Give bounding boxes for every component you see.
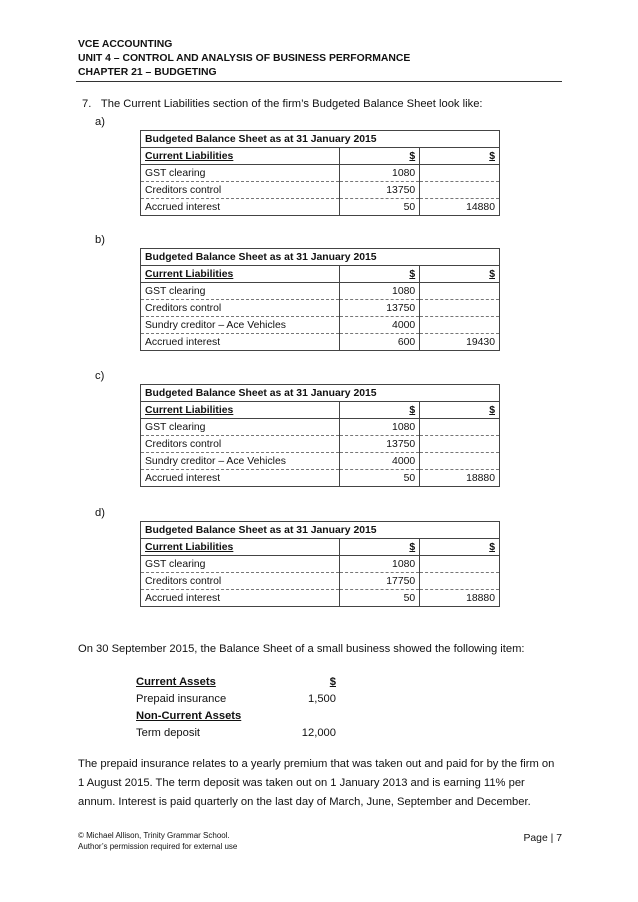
header-chapter: CHAPTER 21 – BUDGETING [78, 67, 217, 78]
header-unit: UNIT 4 – CONTROL AND ANALYSIS OF BUSINESS PERFORMANCE [78, 53, 411, 64]
row-amount: 1080 [340, 419, 420, 436]
col-dollar: $ [420, 402, 500, 419]
copyright-line: © Michael Allison, Trinity Grammar School. [78, 831, 230, 840]
question-text: The Current Liabilities section of the firm’s Budgeted Balance Sheet look like: [100, 98, 483, 110]
intro-paragraph: On 30 September 2015, the Balance Sheet of a small business showed the following item: [78, 643, 525, 655]
current-assets-heading: Current Assets [136, 676, 216, 688]
dollar-heading: $ [329, 676, 336, 688]
row-item: Creditors control [141, 182, 340, 199]
header-subject: VCE ACCOUNTING [78, 39, 173, 50]
option-a-table [140, 130, 500, 216]
table-title: Budgeted Balance Sheet as at 31 January 2015 [141, 131, 500, 148]
table-header-row [141, 266, 500, 283]
table-title: Budgeted Balance Sheet as at 31 January 2015 [141, 385, 500, 402]
table-row [141, 419, 500, 436]
table-header-row [141, 539, 500, 556]
col-head: Current Liabilities [141, 148, 340, 165]
table-row [141, 470, 500, 487]
row-total [420, 436, 500, 453]
non-current-assets-heading: Non-Current Assets [136, 710, 242, 722]
table-title: Budgeted Balance Sheet as at 31 January 2015 [141, 249, 500, 266]
closing-paragraph: The prepaid insurance relates to a yearly premium that was taken out and paid for by the firm on 1 August 2015. The term deposit was taken out on 1 January 2013 and is earning 11% per annum. Interest is paid quarterly on the last day of March, June, September and December. [78, 758, 555, 808]
row-amount: 1080 [340, 556, 420, 573]
row-item: Creditors control [141, 436, 340, 453]
col-head: Current Liabilities [141, 266, 340, 283]
table-row [141, 317, 500, 334]
option-d-label[interactable]: d) [95, 507, 105, 519]
row-item: Accrued interest [141, 199, 340, 216]
question-7 [82, 98, 483, 110]
table-title-row [141, 249, 500, 266]
row-amount: 1080 [340, 165, 420, 182]
row-total [420, 453, 500, 470]
table-row [141, 590, 500, 607]
option-b-table [140, 248, 500, 351]
option-a-label[interactable]: a) [95, 116, 105, 128]
row-total: 14880 [420, 199, 500, 216]
col-dollar: $ [340, 539, 420, 556]
row-amount: 13750 [340, 436, 420, 453]
term-deposit-label: Term deposit [136, 727, 201, 739]
col-dollar: $ [340, 266, 420, 283]
col-dollar: $ [420, 266, 500, 283]
row-item: Sundry creditor – Ace Vehicles [141, 317, 340, 334]
row-amount: 50 [340, 199, 420, 216]
table-row [141, 436, 500, 453]
row-total: 18880 [420, 590, 500, 607]
col-dollar: $ [340, 402, 420, 419]
option-c-label[interactable]: c) [95, 370, 105, 382]
current-assets-heading-row [136, 674, 336, 691]
document-header [78, 38, 562, 80]
table-row [141, 165, 500, 182]
prepaid-value: 1,500 [308, 693, 336, 705]
non-current-heading-row [136, 708, 336, 725]
row-item: Accrued interest [141, 334, 340, 351]
question-number: 7. [82, 98, 92, 110]
col-dollar: $ [420, 148, 500, 165]
table-title: Budgeted Balance Sheet as at 31 January 2015 [141, 522, 500, 539]
row-total [420, 419, 500, 436]
row-item: Accrued interest [141, 590, 340, 607]
row-amount: 17750 [340, 573, 420, 590]
table-row [141, 453, 500, 470]
option-b-label[interactable]: b) [95, 234, 105, 246]
term-deposit-row [136, 725, 336, 742]
table-title-row [141, 522, 500, 539]
header-divider [76, 81, 562, 82]
row-item: GST clearing [141, 165, 340, 182]
permission-line: Author’s permission required for external use [78, 842, 238, 851]
row-total [420, 283, 500, 300]
table-title-row [141, 385, 500, 402]
row-item: GST clearing [141, 283, 340, 300]
table-header-row [141, 402, 500, 419]
prepaid-label: Prepaid insurance [136, 693, 227, 705]
table-row [141, 300, 500, 317]
row-amount: 4000 [340, 453, 420, 470]
row-total [420, 573, 500, 590]
row-amount: 50 [340, 590, 420, 607]
row-amount: 13750 [340, 300, 420, 317]
table-row [141, 573, 500, 590]
footer-copyright [78, 830, 237, 852]
table-row [141, 283, 500, 300]
row-amount: 1080 [340, 283, 420, 300]
col-dollar: $ [340, 148, 420, 165]
table-title-row [141, 131, 500, 148]
row-total [420, 317, 500, 334]
assets-extract [136, 674, 336, 742]
row-amount: 600 [340, 334, 420, 351]
prepaid-row [136, 691, 336, 708]
page-number: Page | 7 [523, 833, 562, 844]
col-dollar: $ [420, 539, 500, 556]
table-row [141, 556, 500, 573]
row-total [420, 556, 500, 573]
term-deposit-value: 12,000 [301, 727, 336, 739]
row-amount: 50 [340, 470, 420, 487]
row-item: Creditors control [141, 573, 340, 590]
table-row [141, 334, 500, 351]
row-item: GST clearing [141, 556, 340, 573]
row-amount: 13750 [340, 182, 420, 199]
row-total: 18880 [420, 470, 500, 487]
row-total: 19430 [420, 334, 500, 351]
row-item: Creditors control [141, 300, 340, 317]
option-d-table [140, 521, 500, 607]
row-total [420, 300, 500, 317]
row-amount: 4000 [340, 317, 420, 334]
row-total [420, 165, 500, 182]
col-head: Current Liabilities [141, 539, 340, 556]
table-row [141, 199, 500, 216]
row-item: GST clearing [141, 419, 340, 436]
row-total [420, 182, 500, 199]
col-head: Current Liabilities [141, 402, 340, 419]
row-item: Accrued interest [141, 470, 340, 487]
row-item: Sundry creditor – Ace Vehicles [141, 453, 340, 470]
option-c-table [140, 384, 500, 487]
table-row [141, 182, 500, 199]
table-header-row [141, 148, 500, 165]
